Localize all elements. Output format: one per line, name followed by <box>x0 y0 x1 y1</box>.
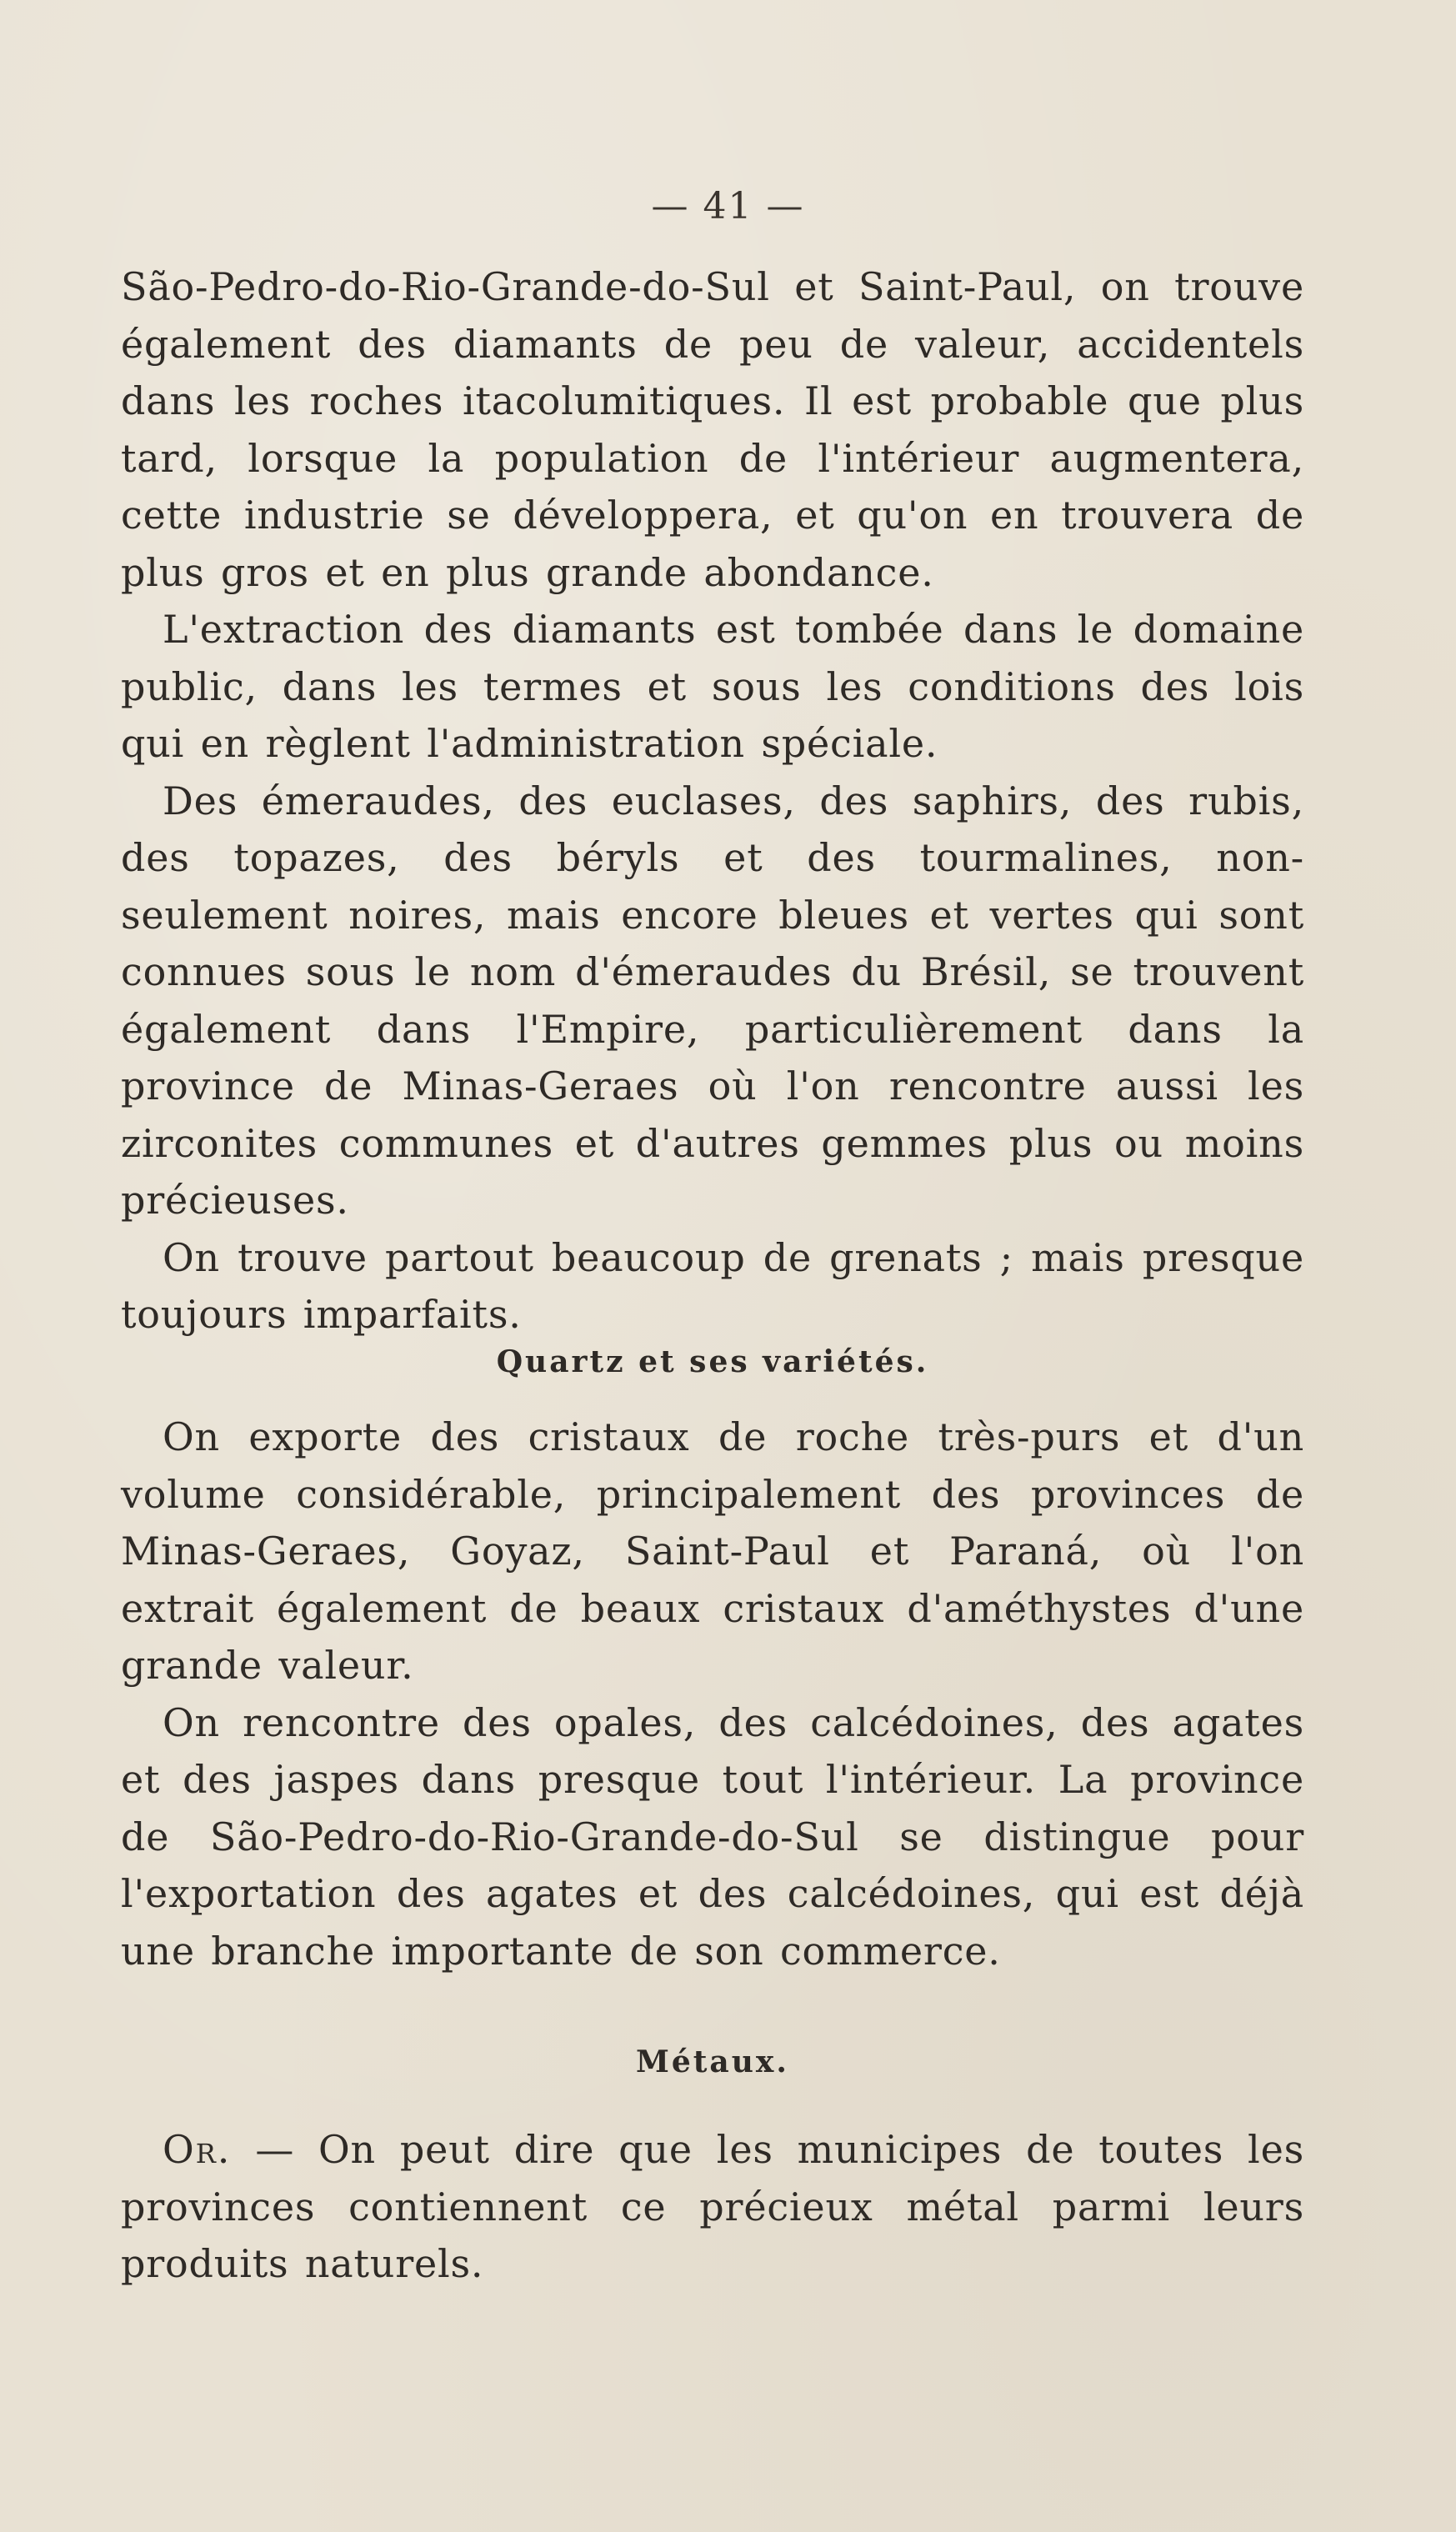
paragraph-rock-crystals: On exporte des cristaux de roche très-purs et d'un volume considérable, principalement des provinces de Minas-Geraes, Goyaz, Saint-Paul et Paraná, où l'on extrait également de beaux cristaux d'améthystes d'une grande valeur. <box>121 1414 1304 1688</box>
heading-metaux: Métaux. <box>636 2044 789 2079</box>
paragraph-gemstones: Des émeraudes, des euclases, des saphirs, des rubis, des topazes, des béryls et des tourmalines, non-seulement noires, mais encore bleues et vertes qui sont connues sous le nom d'émeraudes du Brésil, se trouvent également dans l'Empire, particulièrement dans la province de Minas-Geraes où l'on rencontre aussi les zirconites communes et d'autres gemmes plus ou moins précieuses. <box>121 778 1304 1223</box>
heading-quartz: Quartz et ses variétés. <box>496 1344 929 1379</box>
body-text-quartz <box>121 1409 1304 1979</box>
paragraph-diamonds-continued: São-Pedro-do-Rio-Grande-do-Sul et Saint-Paul, on trouve également des diamants de peu de valeur, accidentels dans les roches itacolumitiques. Il est probable que plus tard, lorsque la population de l'intérieur augmentera, cette industrie se développera, et qu'on en trouvera de plus gros et en plus grande abondance. <box>121 264 1304 595</box>
paragraph-diamond-extraction: L'extraction des diamants est tombée dans le domaine public, dans les termes et sous les conditions des lois qui en règlent l'administration spéciale. <box>121 607 1304 766</box>
section-metaux <box>121 2034 1304 2091</box>
body-text-top <box>121 258 1304 1344</box>
or-label: Or. <box>163 2127 232 2172</box>
section-quartz <box>121 1334 1304 1391</box>
body-text-metaux <box>121 2121 1304 2293</box>
or-text: — On peut dire que les municipes de toutes les provinces contiennent ce précieux métal parmi leurs produits naturels. <box>121 2127 1304 2286</box>
paragraph-gold <box>121 2121 1304 2293</box>
paragraph-opals-agates: On rencontre des opales, des calcédoines, des agates et des jaspes dans presque tout l'intérieur. La province de São-Pedro-do-Rio-Grande-do-Sul se distingue pour l'exportation des agates et des calcédoines, qui est déjà une branche importante de son commerce. <box>121 1699 1304 1974</box>
paragraph-garnets: On trouve partout beaucoup de grenats ; mais presque toujours imparfaits. <box>121 1234 1304 1337</box>
page-number: — 41 — <box>651 185 805 228</box>
